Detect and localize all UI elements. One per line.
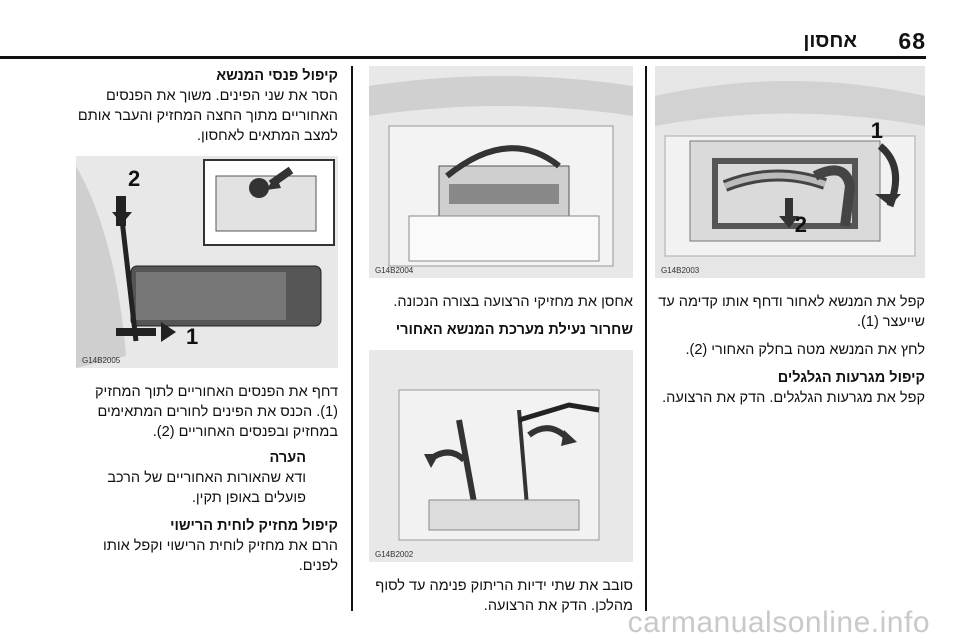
instruction-paragraph: קפל את מגרעות הגלגלים. הדק את הרצועה. [662, 390, 925, 406]
instruction-paragraph: אחסן את מחזיקי הרצועה בצורה הנכונה. [393, 294, 633, 310]
section-title: אחסון [803, 30, 857, 52]
figure-id: G14B2002 [375, 550, 414, 559]
column-divider-right [645, 66, 647, 611]
note-heading: הערה [269, 450, 306, 466]
section-heading: קיפול מחזיק לוחית הרישוי [170, 518, 338, 534]
section-heading: קיפול פנסי המנשא [216, 68, 338, 84]
figure-fold-carrier [655, 66, 925, 278]
column-right [655, 66, 925, 408]
note-box [76, 448, 306, 508]
carrier-illustration [655, 66, 925, 278]
watermark: carmanualsonline.info [627, 606, 930, 639]
lock-illustration [369, 350, 633, 562]
note-text: ודא שהאורות האחוריים של הרכב פועלים באופן תקין. [107, 470, 306, 506]
figure-id: G14B2003 [661, 266, 700, 275]
callout-2: 2 [128, 166, 141, 191]
column-divider-left [351, 66, 353, 611]
instruction-paragraph: דחף את הפנסים האחוריים לתוך המחזיק (1). הכנס את הפינים לחורים המתאימים במחזיק ובפנסים האחוריים (2). [95, 384, 338, 440]
header-rule [0, 56, 926, 59]
section-heading: קיפול מגרעות הגלגלים [777, 370, 925, 386]
figure-release-lock [369, 350, 633, 562]
strap-illustration [369, 66, 633, 278]
figure-rear-lights [76, 156, 338, 368]
callout-2: 2 [794, 212, 807, 237]
instruction-paragraph: לחץ את המנשא מטה בחלק האחורי (2). [685, 342, 925, 358]
lights-illustration [76, 156, 338, 368]
figure-strap-holders [369, 66, 633, 278]
section-heading: שחרור נעילת מערכת המנשא האחורי [395, 322, 633, 338]
instruction-paragraph: הסר את שני הפינים. משוך את הפנסים האחוריים מתוך החצה המחזיק והעבר אותם למצב המתאים לאחסון. [77, 88, 338, 144]
instruction-paragraph: קפל את המנשא לאחור ודחף אותו קדימה עד שייעצר (1). [658, 294, 925, 330]
figure-id: G14B2004 [375, 266, 414, 275]
column-middle [369, 66, 633, 616]
page-number: 68 [898, 28, 926, 54]
callout-1: 1 [870, 118, 883, 143]
instruction-paragraph: הרם את מחזיק לוחית הרישוי וקפל אותו לפנים. [103, 538, 338, 574]
instruction-paragraph: סובב את שתי ידיות הריתוק פנימה עד לסוף מהלכן. הדק את הרצועה. [375, 578, 633, 614]
figure-id: G14B2005 [82, 356, 121, 365]
callout-1: 1 [186, 324, 199, 349]
column-left [76, 66, 338, 576]
